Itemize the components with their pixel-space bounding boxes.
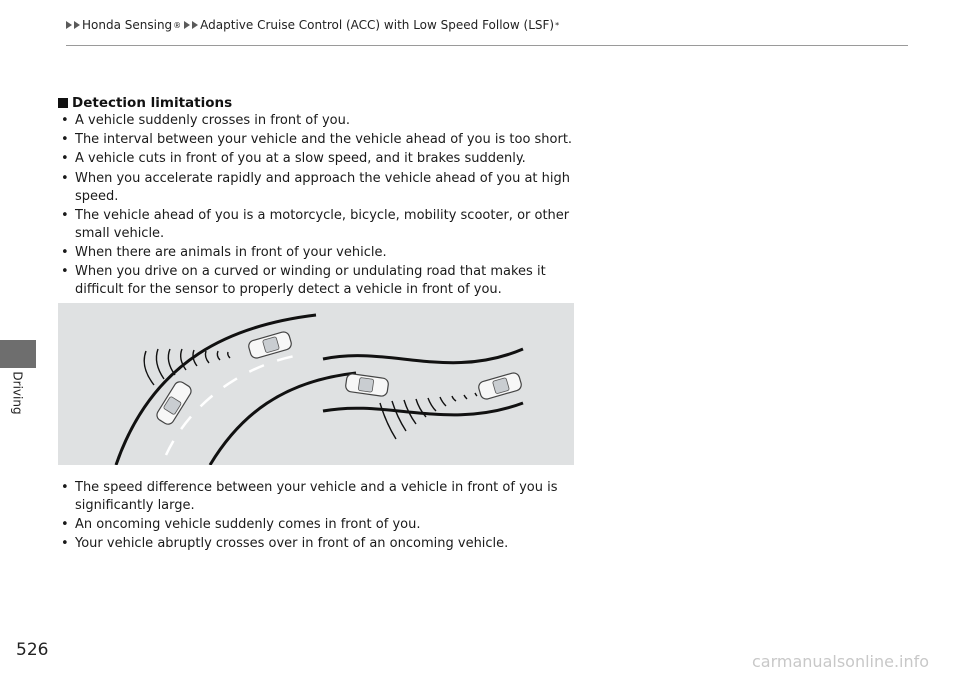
section-tab-text: Driving bbox=[11, 371, 26, 415]
list-item: • A vehicle suddenly crosses in front of you. bbox=[58, 112, 578, 130]
footnote-mark: * bbox=[555, 20, 560, 30]
list-item: • The speed difference between your vehicle and a vehicle in front of you is significantly large. bbox=[58, 479, 578, 515]
breadcrumb-part-2: Adaptive Cruise Control (ACC) with Low Speed Follow (LSF) bbox=[200, 18, 555, 32]
list-item: • An oncoming vehicle suddenly comes in front of you. bbox=[58, 516, 578, 534]
header-rule bbox=[66, 45, 908, 46]
lead-vehicle-icon bbox=[247, 331, 292, 360]
curved-road-illustration bbox=[58, 303, 574, 465]
breadcrumb-arrow-icon bbox=[192, 21, 198, 29]
list-item: • When there are animals in front of your vehicle. bbox=[58, 244, 578, 262]
right-vehicle-icon bbox=[477, 372, 522, 401]
lane-dashes bbox=[166, 355, 300, 455]
section-tab-label bbox=[6, 368, 30, 418]
road-edge-upper bbox=[323, 349, 523, 363]
list-item: • The vehicle ahead of you is a motorcycle, bicycle, mobility scooter, or other small vehicle. bbox=[58, 207, 578, 243]
breadcrumb-arrow-icon bbox=[74, 21, 80, 29]
additional-limitations bbox=[58, 479, 578, 555]
breadcrumb-part-1: Honda Sensing bbox=[82, 18, 173, 32]
section-tab bbox=[0, 340, 36, 368]
limitations-list-continued bbox=[58, 479, 578, 553]
breadcrumb bbox=[66, 18, 559, 32]
breadcrumb-arrow-icon bbox=[66, 21, 72, 29]
watermark: carmanualsonline.info bbox=[752, 652, 930, 671]
breadcrumb-arrow-icon bbox=[184, 21, 190, 29]
road-diagram bbox=[58, 303, 574, 465]
section-heading-text: Detection limitations bbox=[72, 94, 233, 111]
middle-vehicle-icon bbox=[345, 373, 389, 397]
list-item: • When you accelerate rapidly and approach the vehicle ahead of you at high speed. bbox=[58, 170, 578, 206]
limitations-list bbox=[58, 112, 578, 299]
detection-limitations-section bbox=[58, 93, 578, 300]
sensor-waves-left bbox=[144, 349, 230, 385]
square-bullet-icon bbox=[58, 98, 68, 108]
list-item: • Your vehicle abruptly crosses over in front of an oncoming vehicle. bbox=[58, 535, 578, 553]
registered-mark: ® bbox=[173, 20, 182, 30]
list-item: • When you drive on a curved or winding or undulating road that makes it difficult for the sensor to properly detect a vehicle in front of you. bbox=[58, 263, 578, 299]
list-item: • A vehicle cuts in front of you at a slow speed, and it brakes suddenly. bbox=[58, 150, 578, 168]
list-item: • The interval between your vehicle and the vehicle ahead of you is too short. bbox=[58, 131, 578, 149]
road-edge-inner bbox=[210, 373, 356, 465]
section-heading bbox=[58, 93, 578, 112]
page-number: 526 bbox=[16, 640, 49, 660]
